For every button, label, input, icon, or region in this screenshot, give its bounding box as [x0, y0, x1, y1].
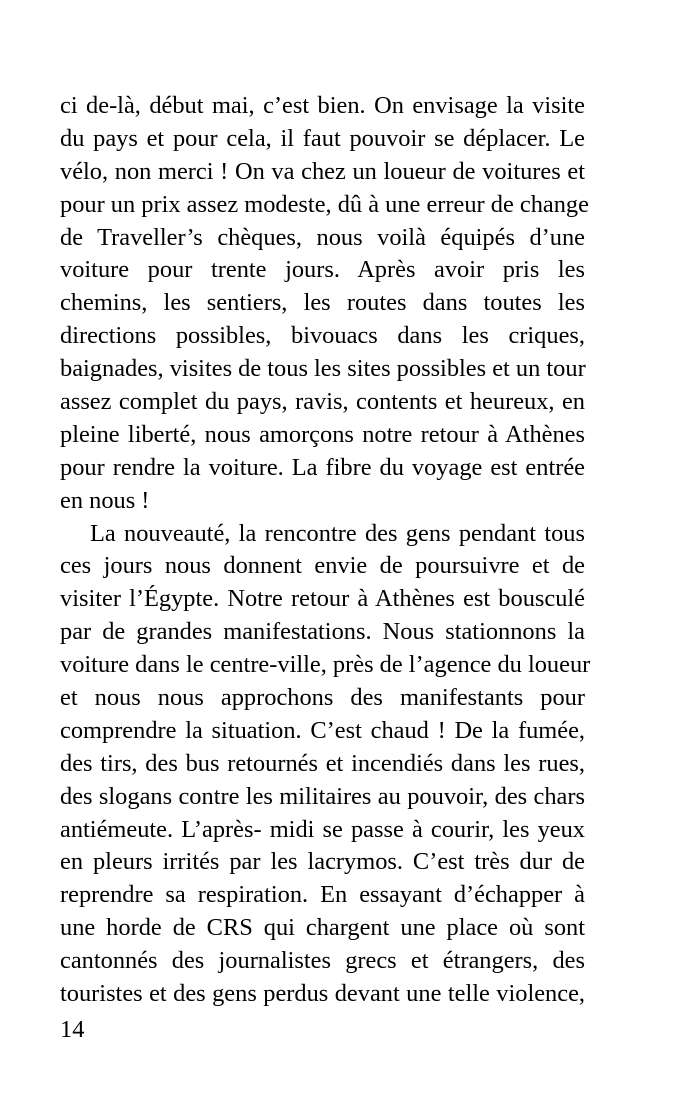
text-line: par de grandes manifestations. Nous stationnons la — [60, 618, 585, 646]
text-line: comprendre la situation. C’est chaud ! De la fumée, — [60, 716, 585, 744]
text-line: pleine liberté, nous amorçons notre retour à Athènes — [60, 420, 585, 448]
text-line: une horde de CRS qui chargent une place où sont — [60, 914, 585, 942]
text-line: de Traveller’s chèques, nous voilà équipés d’une — [60, 223, 585, 251]
text-line: ci de-là, début mai, c’est bien. On envisage la visite — [60, 92, 585, 119]
text-line: directions possibles, bivouacs dans les criques, — [60, 322, 585, 350]
text-line: chemins, les sentiers, les routes dans toutes les — [60, 289, 585, 317]
text-line: et nous nous approchons des manifestants pour — [60, 684, 585, 712]
text-line: ces jours nous donnent envie de poursuivre et de — [60, 552, 585, 580]
paragraph-2 — [60, 518, 591, 1011]
text-line: baignades, visites de tous les sites possibles et un tour — [60, 355, 586, 383]
text-line: en nous ! — [60, 486, 150, 514]
text-line: La nouveauté, la rencontre des gens pendant tous — [90, 519, 585, 547]
text-line: pour un prix assez modeste, dû à une erreur de change — [60, 190, 589, 218]
page-number: 14 — [60, 1016, 85, 1043]
text-line: cantonnés des journalistes grecs et étrangers, des — [60, 947, 585, 975]
text-line: en pleurs irrités par les lacrymos. C’est très dur de — [60, 848, 585, 876]
text-line: voiture pour trente jours. Après avoir pris les — [60, 256, 585, 284]
text-line: touristes et des gens perdus devant une telle violence, — [60, 980, 585, 1008]
text-line: des slogans contre les militaires au pouvoir, des chars — [60, 782, 585, 810]
text-line: du pays et pour cela, il faut pouvoir se déplacer. Le — [60, 124, 585, 152]
body-text — [60, 90, 591, 1011]
text-line: reprendre sa respiration. En essayant d’échapper à — [60, 881, 585, 909]
text-line: vélo, non merci ! On va chez un loueur de voitures et — [60, 157, 585, 185]
text-line: des tirs, des bus retournés et incendiés dans les rues, — [60, 749, 585, 777]
text-line: voiture dans le centre-ville, près de l’agence du loueur — [60, 651, 591, 679]
text-line: assez complet du pays, ravis, contents et heureux, en — [60, 388, 585, 416]
text-line: antiémeute. L’après- midi se passe à courir, les yeux — [60, 815, 585, 843]
paragraph-1 — [60, 90, 589, 518]
text-line: pour rendre la voiture. La fibre du voyage est entrée — [60, 453, 585, 481]
text-line: visiter l’Égypte. Notre retour à Athènes est bousculé — [60, 585, 585, 613]
